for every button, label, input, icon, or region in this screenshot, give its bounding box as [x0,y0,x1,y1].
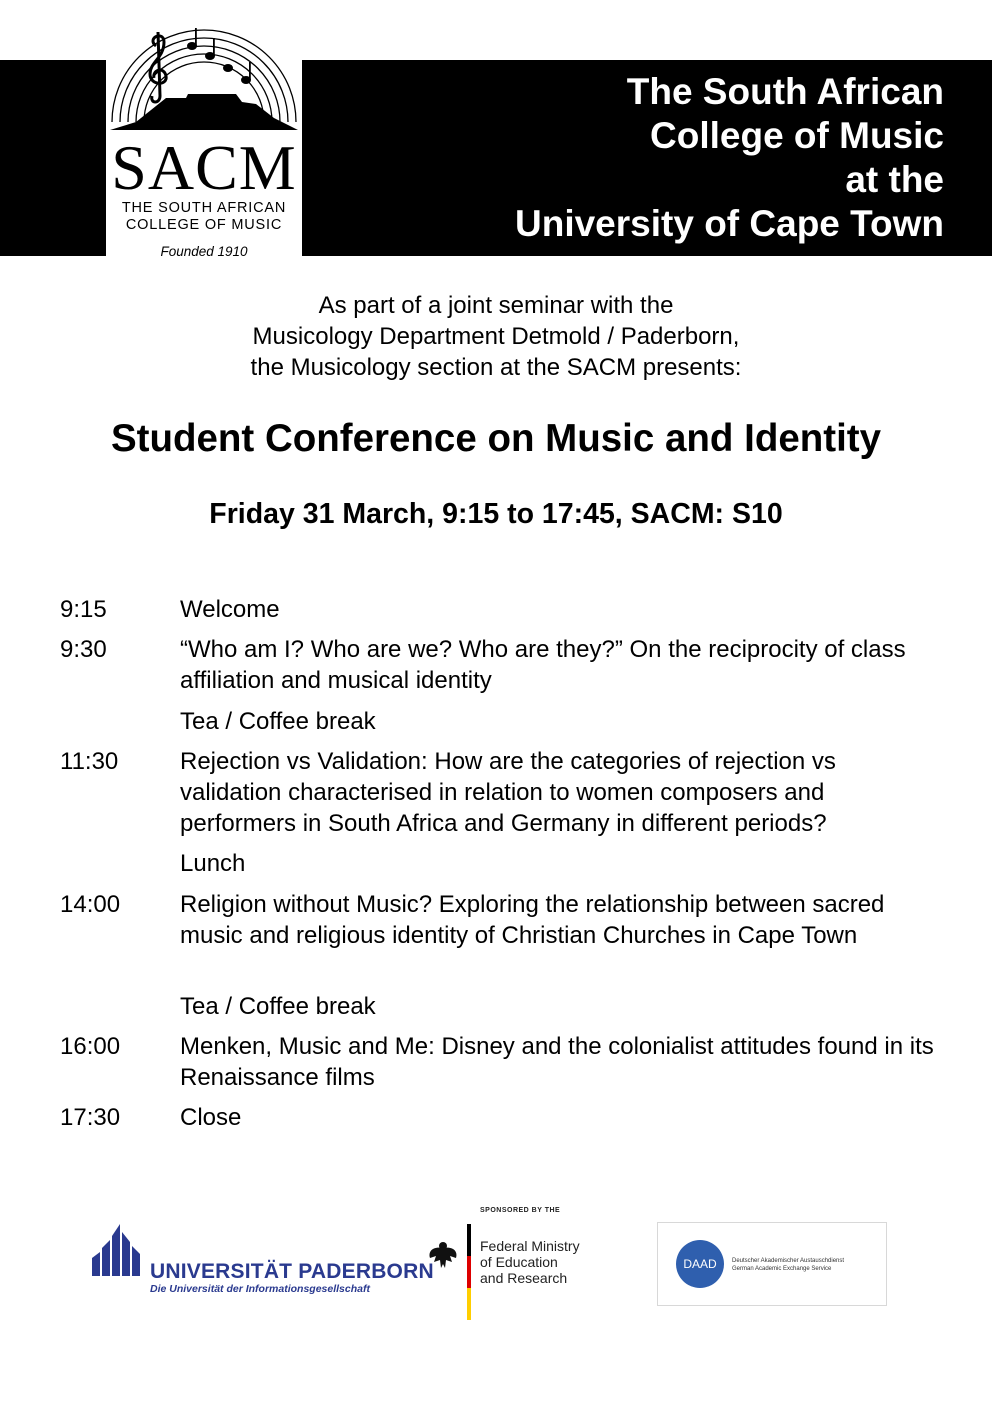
daad-circle-icon: DAAD [676,1240,724,1288]
schedule-item: Close [180,1104,242,1131]
conference-title: Student Conference on Music and Identity [110,417,882,460]
schedule-time: 9:15 [60,596,107,623]
daad-text: Deutscher Akademischer Austauschdienst German Academic Exchange Service [732,1258,845,1272]
schedule-item: Welcome [180,596,280,623]
sacm-logo [106,18,302,270]
german-flag-bar [467,1224,471,1320]
sacm-arc-staff-graphic [106,18,302,138]
paderborn-name: UNIVERSITÄT PADERBORN [150,1260,434,1283]
schedule-item: Tea / Coffee break [180,708,376,735]
schedule-time: 16:00 [60,1033,121,1060]
header-title: The South African College of Music at the University of Cape Town [515,71,944,244]
sacm-logo-subtitle: THE SOUTH AFRICAN COLLEGE OF MUSIC [121,200,287,233]
daad-logo [657,1222,887,1306]
schedule-item: Rejection vs Validation: How are the categories of rejection vs validation characterised in relation to women composers and performers in South Africa and Germany in different periods? [180,748,836,837]
sponsored-by-label: SPONSORED BY THE [480,1207,561,1214]
federal-eagle-icon [428,1238,458,1272]
schedule-item: Menken, Music and Me: Disney and the colonialist attitudes found in its Renaissance films [180,1033,934,1091]
schedule-time: 17:30 [60,1104,121,1131]
schedule-time: 9:30 [60,636,107,663]
paderborn-building-icon [92,1218,148,1280]
schedule-item: Lunch [180,850,246,877]
schedule-time: 14:00 [60,891,121,918]
sacm-logo-acronym: SACM [111,132,297,203]
schedule-time: 11:30 [60,748,119,775]
schedule-item: Religion without Music? Exploring the relationship between sacred music and religious identity of Christian Churches in Cape Town [180,891,885,949]
schedule-item: “Who am I? Who are we? Who are they?” On the reciprocity of class affiliation and musical identity [180,636,906,694]
paderborn-tagline: Die Universität der Informationsgesellschaft [150,1283,370,1295]
bmbf-name: Federal Ministry of Education and Research [480,1238,580,1286]
conference-date: Friday 31 March, 9:15 to 17:45, SACM: S10 [209,498,783,530]
sacm-logo-founded: Founded 1910 [160,244,248,259]
schedule-item: Tea / Coffee break [180,993,376,1020]
intro-text: As part of a joint seminar with the Musicology Department Detmold / Paderborn, the Musicology section at the SACM presents: [250,292,742,381]
